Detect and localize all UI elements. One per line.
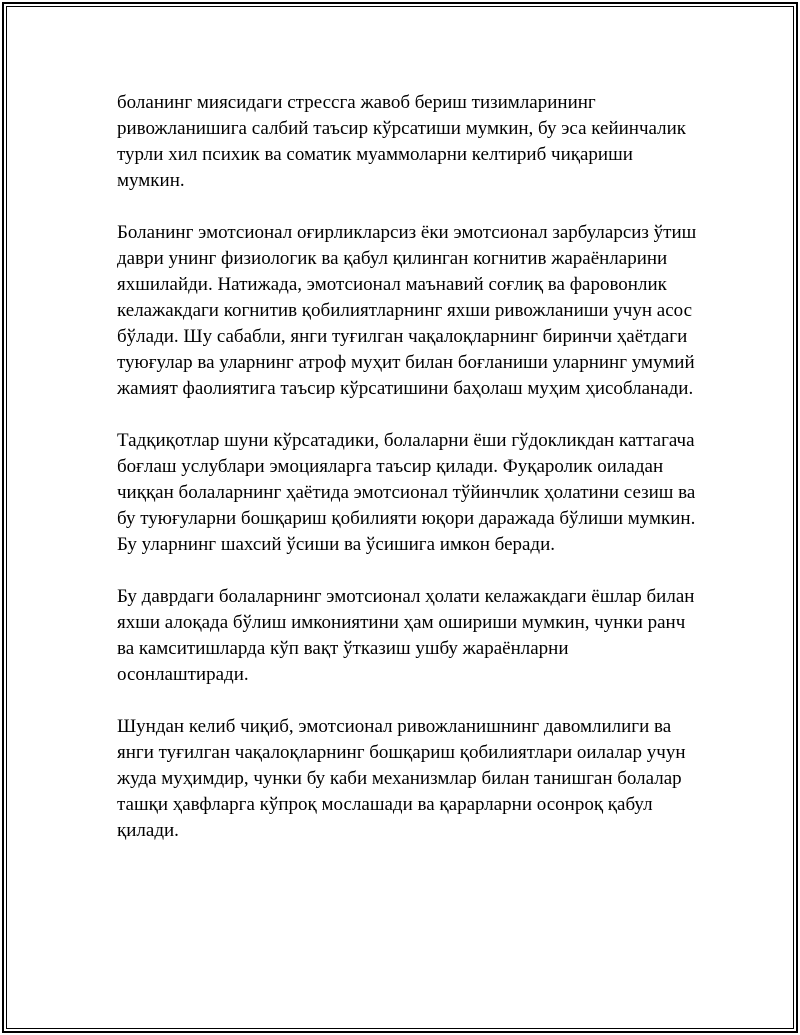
text-line: Бу даврдаги болаларнинг эмотсионал ҳолати келажакдаги ёшлар билан xyxy=(117,586,695,607)
text-line: жуда муҳимдир, чунки бу каби механизмлар билан танишган болалар xyxy=(117,768,682,789)
text-line: янги туғилган чақалоқларнинг бошқариш қобилиятлари оилалар учун xyxy=(117,742,686,763)
text-line: келажакдаги когнитив қобилиятларнинг яхши ривожланиши учун асос xyxy=(117,300,693,321)
text-line: яхши алоқада бўлиш имкониятини ҳам ошириши мумкин, чунки ранч xyxy=(117,612,686,633)
text-line: мумкин. xyxy=(117,170,185,191)
text-line: яхшилайди. Натижада, эмотсионал маънавий соғлиқ ва фаровонлик xyxy=(117,274,667,295)
text-line: Шундан келиб чиқиб, эмотсионал ривожланишнинг давомлилиги ва xyxy=(117,716,672,737)
text-line: чиққан болаларнинг ҳаётида эмотсионал тўйинчлик ҳолатини сезиш ва xyxy=(117,482,696,503)
document-body xyxy=(117,90,697,870)
text-line: боланинг миясидаги стрессга жавоб бериш тизимларининг xyxy=(117,92,596,113)
paragraph-3 xyxy=(117,428,697,558)
text-line: туюғулар ва уларнинг атроф муҳит билан боғланиши уларнинг умумий xyxy=(117,352,695,373)
text-line: ва камситишларда кўп вақт ўтказиш ушбу жараёнларни xyxy=(117,638,569,659)
paragraph-4 xyxy=(117,584,697,688)
text-line: Тадқиқотлар шуни кўрсатадики, болаларни ёши гўдокликдан каттагача xyxy=(117,430,695,451)
text-line: боғлаш услублари эмоцияларга таъсир қилади. Фуқаролик оиладан xyxy=(117,456,664,477)
text-line: жамият фаолиятига таъсир кўрсатишини баҳолаш муҳим ҳисобланади. xyxy=(117,378,694,399)
paragraph-1 xyxy=(117,90,697,194)
text-line: даври унинг физиологик ва қабул қилинган когнитив жараёнларини xyxy=(117,248,668,269)
text-line: қилади. xyxy=(117,820,179,841)
paragraph-2 xyxy=(117,220,697,402)
text-line: турли хил психик ва соматик муаммоларни келтириб чиқариши xyxy=(117,144,633,165)
text-line: бўлади. Шу сабабли, янги туғилган чақалоқларнинг биринчи ҳаётдаги xyxy=(117,326,688,347)
paragraph-5 xyxy=(117,714,697,844)
text-line: Бу уларнинг шахсий ўсиши ва ўсишига имкон беради. xyxy=(117,534,556,555)
text-line: ташқи ҳавфларга кўпроқ мослашади ва қарарларни осонроқ қабул xyxy=(117,794,653,815)
text-line: ривожланишига салбий таъсир кўрсатиши мумкин, бу эса кейинчалик xyxy=(117,118,686,139)
text-line: бу туюғуларни бошқариш қобилияти юқори даражада бўлиши мумкин. xyxy=(117,508,696,529)
text-line: Боланинг эмотсионал оғирликларсиз ёки эмотсионал зарбуларсиз ўтиш xyxy=(117,222,697,243)
text-line: осонлаштиради. xyxy=(117,664,249,685)
